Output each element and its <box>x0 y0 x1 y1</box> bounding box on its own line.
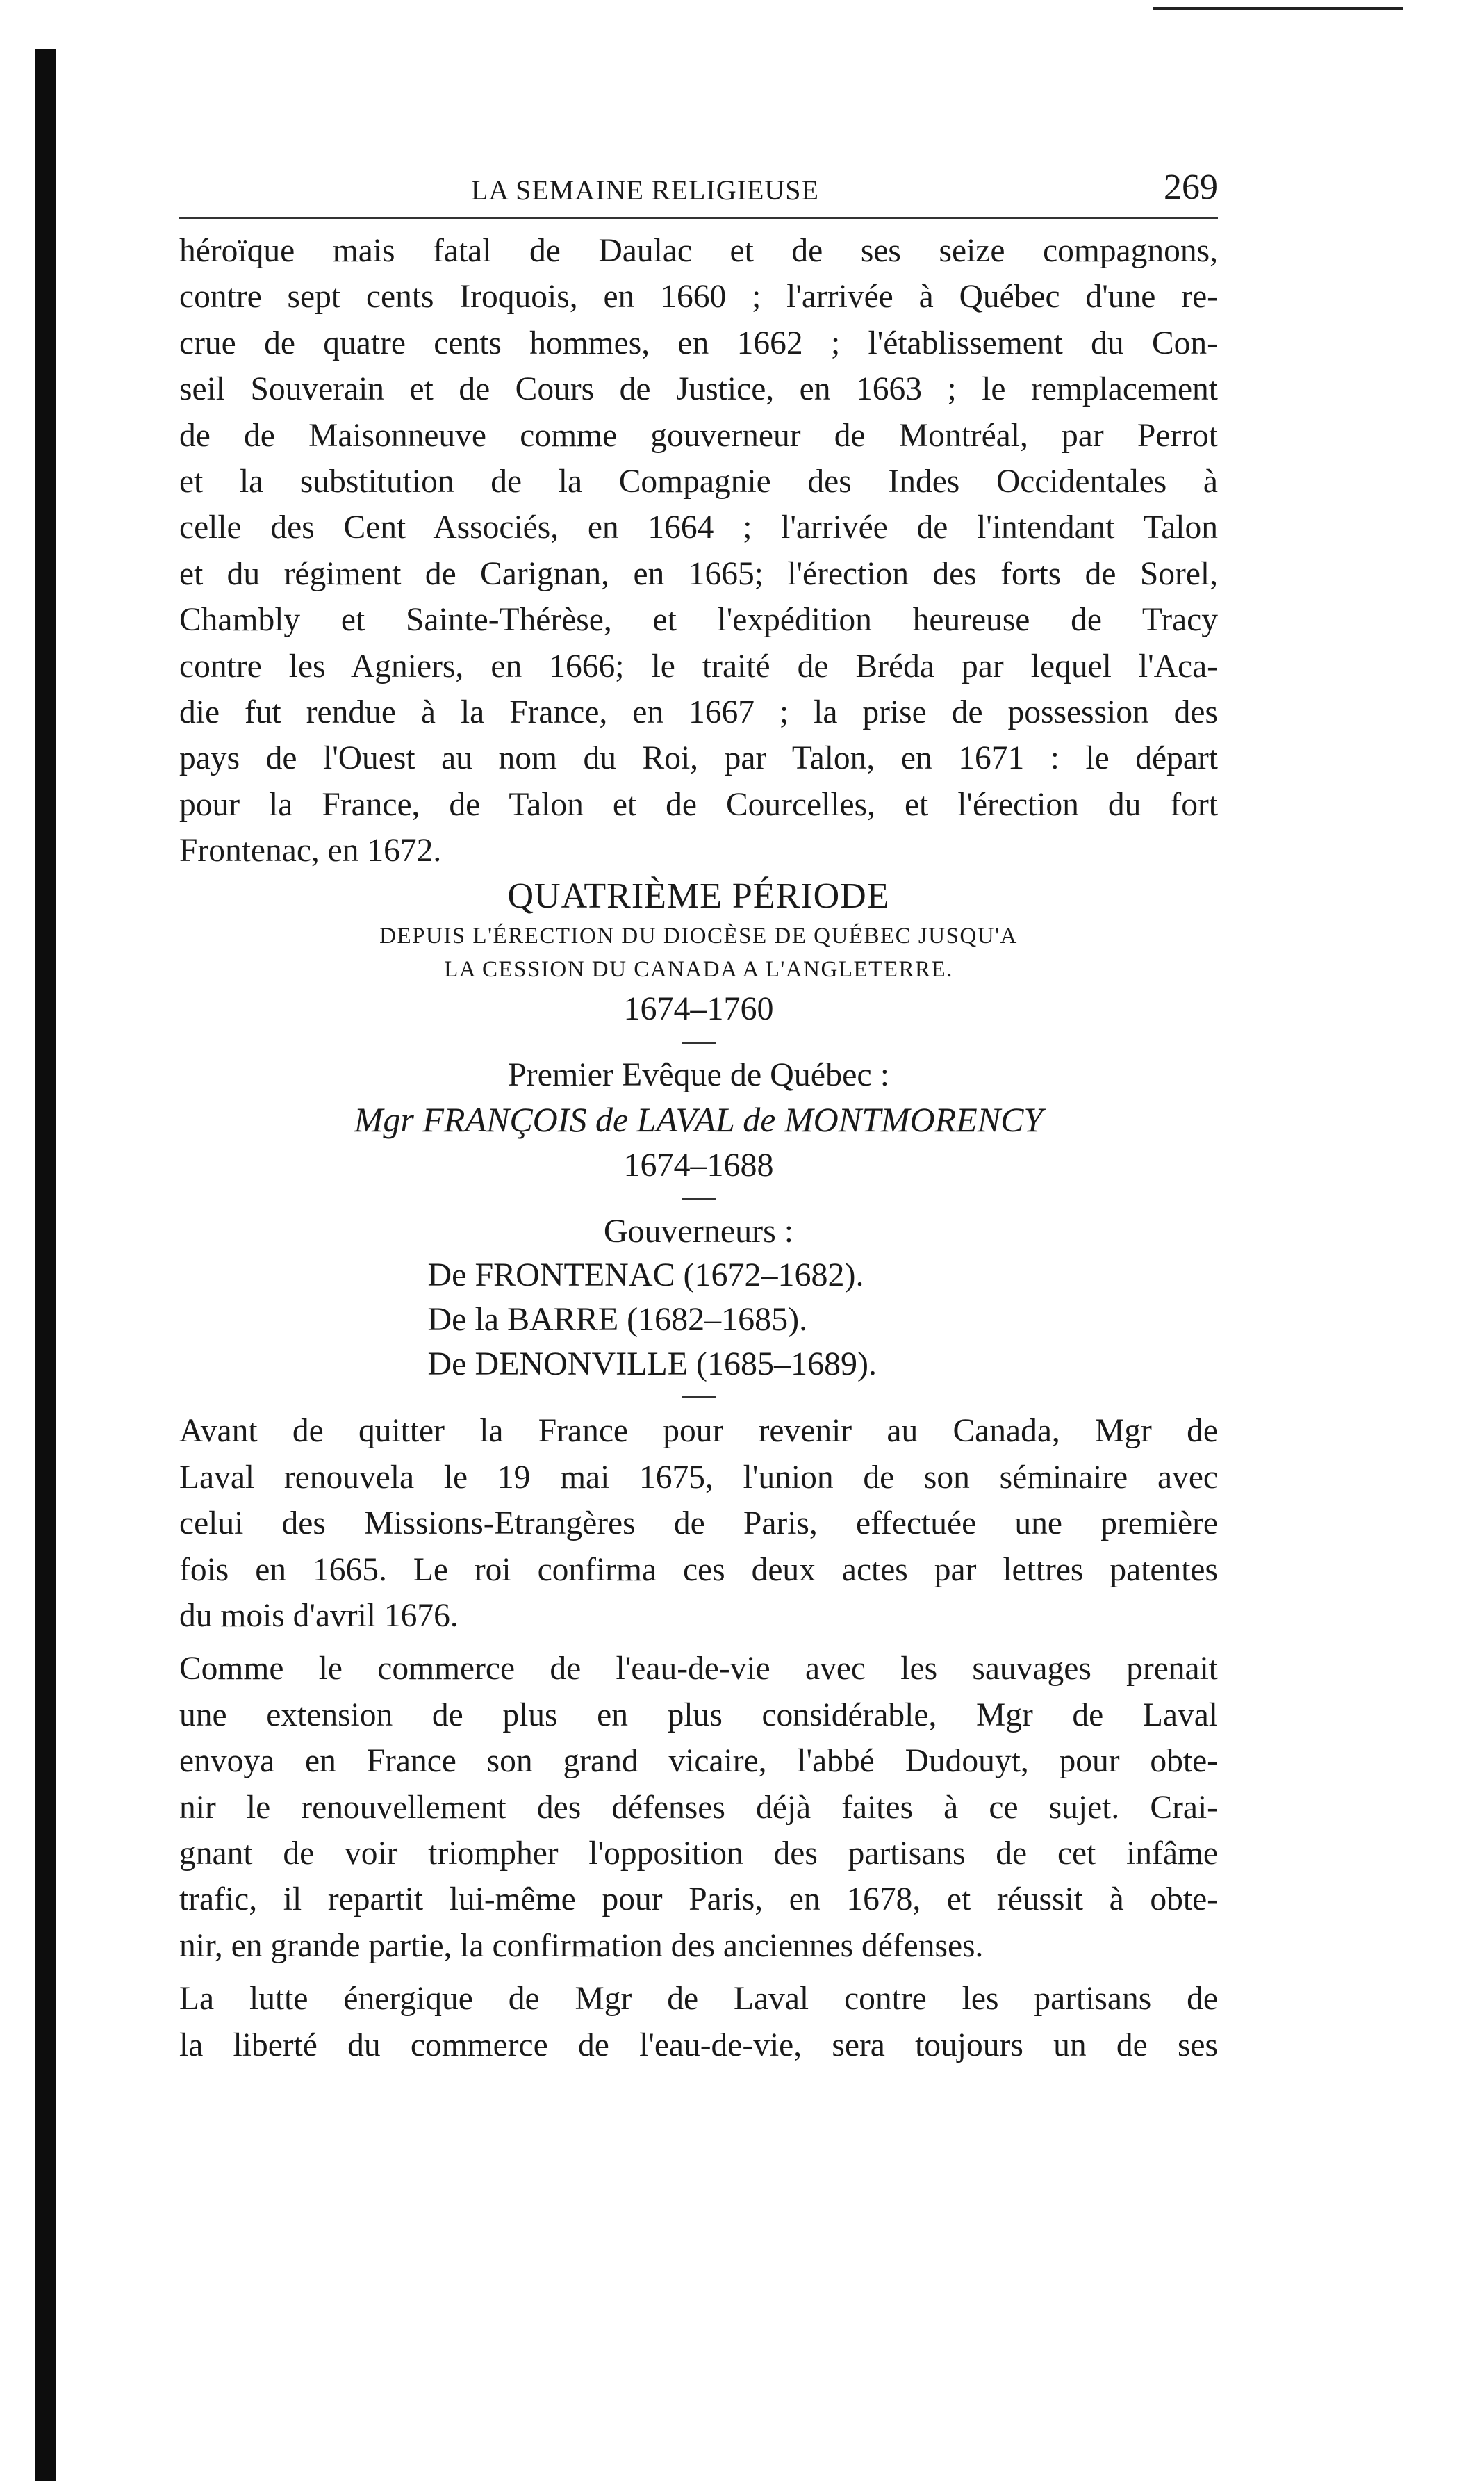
page-number: 269 <box>1164 167 1218 207</box>
intro-paragraph <box>179 228 1218 874</box>
running-title: LA SEMAINE RELIGIEUSE <box>471 174 819 206</box>
text-line: et la substitution de la Compagnie des Indes Occidentales à <box>179 463 1218 500</box>
text-line: de de Maisonneuve comme gouverneur de Montréal, par Perrot <box>179 417 1218 454</box>
governors-list <box>400 1253 998 1386</box>
text-line: et du régiment de Carignan, en 1665; l'érection des forts de Sorel, <box>179 555 1218 592</box>
text-line: du mois d'avril 1676. <box>179 1598 459 1635</box>
period-subtitle-line-2: LA CESSION DU CANADA A L'ANGLETERRE. <box>444 957 953 983</box>
text-line: die fut rendue à la France, en 1667 ; la prise de possession des <box>179 694 1218 730</box>
text-line: Frontenac, en 1672. <box>179 833 442 869</box>
text-line: pays de l'Ouest au nom du Roi, par Talon, en 1671 : le départ <box>179 740 1218 777</box>
period-subtitle-line-1: DEPUIS L'ÉRECTION DU DIOCÈSE DE QUÉBEC JUSQU'A <box>379 924 1018 949</box>
scan-binding-edge <box>35 49 56 2481</box>
governor-entry: De la BARRE (1682–1685). <box>427 1301 808 1339</box>
text-line: pour la France, de Talon et de Courcelles, et l'érection du fort <box>179 786 1218 823</box>
bishop-name: Mgr FRANÇOIS de LAVAL de MONTMORENCY <box>354 1100 1044 1140</box>
text-line: contre sept cents Iroquois, en 1660 ; l'arrivée à Québec d'une re- <box>179 279 1218 316</box>
text-line: Comme le commerce de l'eau-de-vie avec les sauvages prenait <box>179 1651 1218 1687</box>
text-line: une extension de plus en plus considérable, Mgr de Laval <box>179 1696 1218 1733</box>
separator-dash <box>682 1042 716 1044</box>
paragraph-union-seminary <box>179 1408 1218 1639</box>
text-line: Avant de quitter la France pour revenir au Canada, Mgr de <box>179 1413 1218 1450</box>
scan-top-rule <box>1153 7 1403 10</box>
text-line: gnant de voir triompher l'opposition des partisans de cet infâme <box>179 1835 1218 1872</box>
book-page <box>179 160 1218 2068</box>
text-line: fois en 1665. Le roi confirma ces deux actes par lettres patentes <box>179 1551 1218 1588</box>
header-rule <box>179 217 1218 219</box>
governors-block <box>179 1210 1218 1398</box>
governor-entry: De DENONVILLE (1685–1689). <box>427 1345 877 1383</box>
period-dates: 1674–1760 <box>623 990 774 1028</box>
paragraph-struggle <box>179 1976 1218 2068</box>
period-title: QUATRIÈME PÉRIODE <box>507 876 890 917</box>
text-line: héroïque mais fatal de Daulac et de ses seize compagnons, <box>179 233 1218 269</box>
text-line: crue de quatre cents hommes, en 1662 ; l'établissement du Con- <box>179 325 1218 361</box>
paragraph-brandy-trade <box>179 1646 1218 1969</box>
bishop-label: Premier Evêque de Québec : <box>507 1056 890 1094</box>
bishop-block <box>179 1054 1218 1200</box>
text-line: la liberté du commerce de l'eau-de-vie, sera toujours un de ses <box>179 2027 1218 2063</box>
bishop-dates: 1674–1688 <box>623 1147 774 1184</box>
text-line: trafic, il repartit lui-même pour Paris, en 1678, et réussit à obte- <box>179 1881 1218 1918</box>
text-line: contre les Agniers, en 1666; le traité de Bréda par lequel l'Aca- <box>179 648 1218 685</box>
text-line: La lutte énergique de Mgr de Laval contre les partisans de <box>179 1981 1218 2018</box>
page-header <box>179 160 1218 222</box>
separator-dash <box>682 1198 716 1200</box>
text-line: Chambly et Sainte-Thérèse, et l'expédition heureuse de Tracy <box>179 602 1218 639</box>
text-line: Laval renouvela le 19 mai 1675, l'union de son séminaire avec <box>179 1459 1218 1496</box>
governor-entry: De FRONTENAC (1672–1682). <box>427 1257 864 1294</box>
text-line: envoya en France son grand vicaire, l'abbé Dudouyt, pour obte- <box>179 1743 1218 1780</box>
separator-dash <box>682 1396 716 1398</box>
text-line: celle des Cent Associés, en 1664 ; l'arrivée de l'intendant Talon <box>179 509 1218 546</box>
text-line: celui des Missions-Etrangères de Paris, effectuée une première <box>179 1505 1218 1542</box>
text-line: seil Souverain et de Cours de Justice, en 1663 ; le remplacement <box>179 371 1218 408</box>
text-line: nir, en grande partie, la confirmation des anciennes défenses. <box>179 1927 984 1964</box>
text-line: nir le renouvellement des défenses déjà faites à ce sujet. Crai- <box>179 1789 1218 1826</box>
governors-label: Gouverneurs : <box>603 1213 794 1250</box>
period-heading <box>179 874 1218 1044</box>
